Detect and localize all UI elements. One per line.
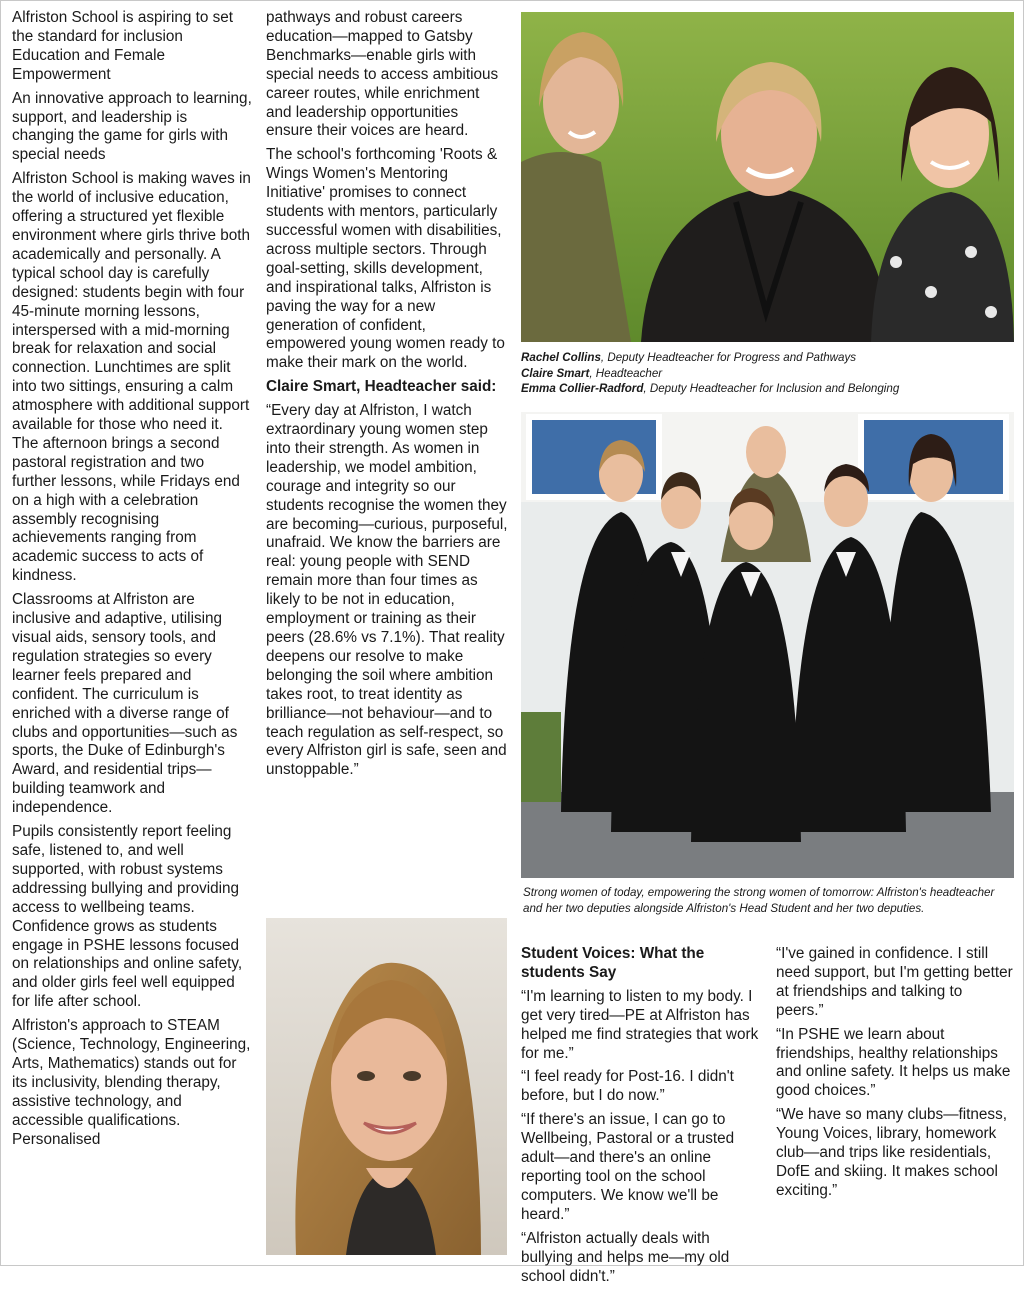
group-photo-image (521, 412, 1014, 878)
caption-role: , Deputy Headteacher for Progress and Pathways (600, 351, 857, 364)
standfirst: An innovative approach to learning, support, and leadership is changing the game for girls with special needs (12, 89, 252, 164)
body-paragraph: Alfriston's approach to STEAM (Science, Technology, Engineering, Arts, Mathematics) stands out for its inclusivity, blending therapy, assistive technology, and accessible qualifications. Personalised (12, 1017, 251, 1148)
student-quote: “I feel ready for Post-16. I didn't before, but I do now.” (521, 1068, 734, 1105)
caption-leadership-team (521, 350, 1014, 397)
student-quote: “I'm learning to listen to my body. I get very tired—PE at Alfriston has helped me find strategies that work for me.” (521, 987, 759, 1062)
caption-name: Emma Collier-Radford (521, 382, 644, 395)
body-paragraph: The school's forthcoming 'Roots & Wings Women's Mentoring Initiative' promises to connect students with mentors, particularly successful women with disabilities, across multiple sectors. Through goal-setting, skills development, and inspirational talks, Alfriston is paving the way for a new generation of confident, empowered young women ready to make their mark on the world. (266, 146, 505, 372)
portrait-image (266, 918, 507, 1255)
column-middle (266, 9, 508, 785)
caption-role: , Headteacher (589, 366, 663, 380)
student-voices-right (776, 945, 1014, 1206)
student-voices-heading: Student Voices: What the students Say (521, 945, 705, 981)
student-quote: “In PSHE we learn about friendships, healthy relationships and online safety. It helps us make good choices.” (776, 1025, 1011, 1100)
quote-heading: Claire Smart, Headteacher said: (266, 378, 497, 396)
caption-line (521, 350, 1014, 366)
body-paragraph: Alfriston School is making waves in the world of inclusive education, offering a structured yet flexible environment where girls thrive both academically and personally. A typical school day is carefully designed: students begin with four 45-minute morning lessons, interspersed with a mid-morning break for relaxation and social connection. Lunchtimes are split into two sittings, ensuring a calm atmosphere with additional support available for those who need it. The afternoon brings a second pastoral registration and two further lessons, while Fridays end on a high with a celebration assembly recognising achievements ranging from academic success to acts of kindness. (12, 170, 251, 585)
student-voices-left (521, 945, 765, 1291)
student-quote: “If there's an issue, I can go to Wellbeing, Pastoral or a trusted adult—and there's an online reporting tool on the school computers. We know we'll be heard.” (521, 1111, 735, 1223)
body-paragraph: pathways and robust careers education—mapped to Gatsby Benchmarks—enable girls with special needs to access ambitious career routes, while enrichment and leadership opportunities ensure their voices are heard. (266, 9, 499, 140)
body-paragraph: Pupils consistently report feeling safe, listened to, and well supported, with robust systems addressing bullying and providing access to wellbeing teams. Confidence grows as students engage in PSHE lessons focused on relationships and online safety, and older girls feel well equipped for life after school. (12, 823, 243, 1011)
student-quote: “Alfriston actually deals with bullying and helps me—my old school didn't.” (521, 1229, 730, 1285)
headline: Alfriston School is aspiring to set the standard for inclusion Education and Female Empowerment (12, 9, 234, 83)
caption-line (521, 366, 1014, 382)
caption-name: Claire Smart (521, 366, 590, 380)
photo-leadership-team (521, 12, 1014, 342)
portrait-photo-claire-smart (266, 918, 507, 1255)
group-photo-image (521, 12, 1014, 342)
body-paragraph: Classrooms at Alfriston are inclusive and adaptive, utilising visual aids, sensory tools, and regulation strategies so every learner feels prepared and confident. The curriculum is enriched with a diverse range of clubs and opportunities—such as sports, the Duke of Edinburgh's Award, and residential trips—building teamwork and independence. (12, 591, 238, 817)
caption-leaders-and-students: Strong women of today, empowering the strong women of tomorrow: Alfriston's headteacher and her two deputies alongside Alfriston's Head Student and her two deputies. (523, 886, 995, 915)
column-left (12, 9, 252, 1154)
caption-line (521, 381, 1014, 397)
caption-role: , Deputy Headteacher for Inclusion and Belonging (643, 382, 900, 395)
student-quote: “We have so many clubs—fitness, Young Voices, library, homework club—and trips like residentials, DofE and skiing. It makes school exciting.” (776, 1106, 1007, 1199)
caption-name: Rachel Collins (521, 351, 601, 364)
photo-leaders-and-students (521, 412, 1014, 878)
student-quote: “I've gained in confidence. I still need support, but I'm getting better at friendships and talking to peers.” (776, 945, 1013, 1019)
headteacher-quote: “Every day at Alfriston, I watch extraordinary young women step into their strength. As women in leadership, we model ambition, courage and integrity so our students recognise the women they are becoming—curious, purposeful, unafraid. We know the barriers are real: young people with SEND remain more than four times as likely to be not in education, employment or training as their peers (28.6% vs 7.1%). That reality deepens our resolve to make belonging the soil where ambition takes root, to treat identity as brilliance—not behaviour—and to teach regulation as self-respect, so every Alfriston girl is safe, seen and unstoppable.” (266, 402, 508, 779)
